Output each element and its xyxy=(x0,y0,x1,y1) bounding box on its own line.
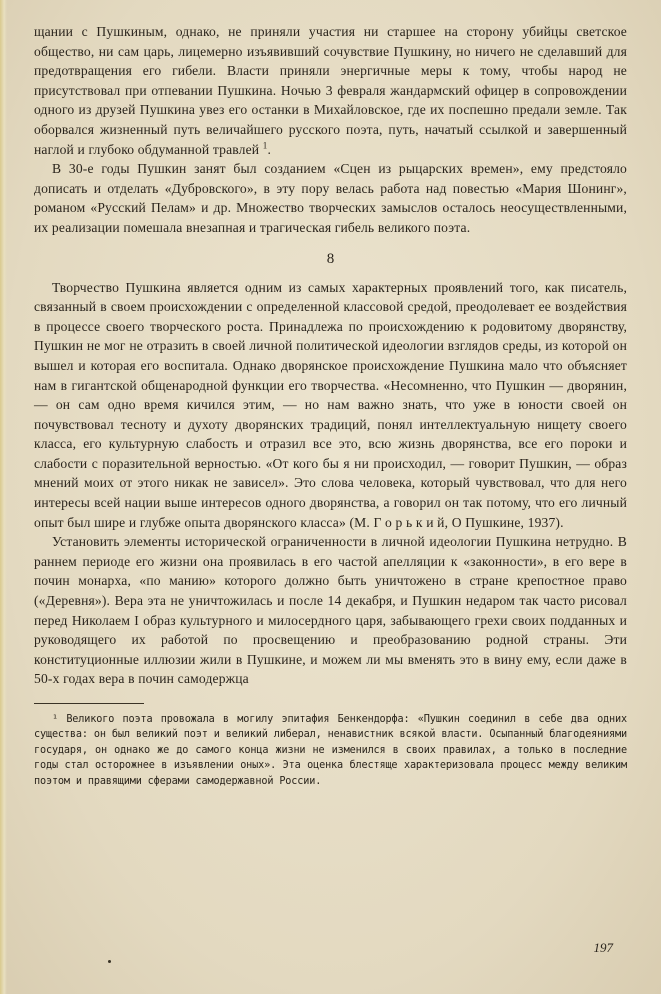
main-text-bottom xyxy=(34,278,627,689)
footnote-marker[interactable]: 1 xyxy=(262,140,268,151)
paragraph-continuation: щании с Пушкиным, однако, не приняли участия ни старшее на сторону убийцы светское общество, ни сам царь, лицемерно изъявивший сочувствие Пушкину, но ничего не сделавший для предотвращения его гибели. Власти приняли энергичные меры к тому, чтобы народ не присутствовал при отпевании Пушкина. Ночью 3 февраля жандармский офицер в сопровождении одного из друзей Пушкина увез его останки в Михайловское, где их поспешно предали земле. Так оборвался жизненный путь величайшего русского поэта, путь, начатый ссылкой и завершенный наглой и глубоко обдуманной травлей $^1$. xyxy=(34,24,627,157)
section-number: 8 xyxy=(326,250,335,267)
footnote: ¹ Великого поэта провожала в могилу эпитафия Бенкендорфа: «Пушкин соединил в себе два одних существа: он был великий поэт и великий либерал, ненавистник всякой власти. Осыпанный благодеяниями государя, он однако же до самого конца жизни не изменился в своих правилах, а только в последние годы стал осторожнее в изъявлении оных». Эта оценка блестяще характеризовала процесс между великим поэтом и правящими сферами самодержавной России. xyxy=(34,714,627,787)
paragraph-text: щании с Пушкиным, однако, не приняли участия ни старшее на сторону убийцы светское общество, ни сам царь, лицемерно изъявивший сочувствие Пушкину, но ничего не сделавший для предотвращения его гибели. Власти приняли энергичные меры к тому, чтобы народ не присутствовал при отпевании Пушкина. Ночью 3 февраля жандармский офицер в сопровождении одного из друзей Пушкина увез его останки в Михайловское, где их поспешно предали земле. Так оборвался жизненный путь величайшего русского поэта, путь, начатый ссылкой и завершенный наглой и глубоко обдуманной травлей xyxy=(34,24,627,157)
paragraph: Творчество Пушкина является одним из самых характерных проявлений того, как писатель, связанный в своем происхождении с определенной классовой средой, преодолевает ее воздействия в процессе своего творческого роста. Принадлежа по происхождению к родовитому дворянству, Пушкин не мог не отразить в своей личной политической идеологии взглядов среды, из которой он вышел и которая его воспитала. Однако дворянское происхождение Пушкина мало что объясняет нам в гигантской общенародной функции его творчества. «Несомненно, что Пушкин — дворянин, — он сам одно время кичился этим, — но нам важно знать, что уже в юности своей он почувствовал тесноту и духоту дворянских традиций, понял интеллектуальную нищету своего класса, его культурную слабость и отразил все это, всю жизнь дворянства, все его пороки и слабости с поразительной верностью. «От кого бы я ни происходил, — говорит Пушкин, — образ мнений моих от этого никак не зависел». Это слова человека, который чувствовал, что для него интересы всей нации выше интересов одного дворянства, а говорил он так потому, что его личный опыт был шире и глубже опыта дворянского класса» (М. Г о р ь к и й, О Пушкине, 1937). xyxy=(34,279,627,530)
paragraph: В 30-е годы Пушкин занят был созданием «Сцен из рыцарских времен», ему предстояло дописать и отделать «Дубровского», в эту пору велась работа над повестью «Мария Шонинг», романом «Русский Пелам» и др. Множество творческих замыслов осталось неосуществленными, их реализации помешала внезапная и трагическая гибель великого поэта. xyxy=(34,161,627,235)
main-text-top xyxy=(34,22,627,238)
footnote-divider xyxy=(34,703,144,704)
page-gutter xyxy=(0,0,7,994)
paragraph: Установить элементы исторической ограниченности в личной идеологии Пушкина нетрудно. В раннем периоде его жизни она проявилась в его частой апелляции к «законности», в его вере в почин монарха, «по манию» которого должно быть уничтожено в стране крепостное право («Деревня»). Вера эта не уничтожилась и после 14 декабря, и Пушкин недаром так часто рисовал перед Николаем I образ культурного и милосердного царя, забывающего грехи своих подданных и руководящего их работой по просвещению и преобразованию родной страны. Эти конституционные иллюзии жили в Пушкине, и можем ли мы вменять это в вину ему, если даже в 50-х годах вера в почин самодержца xyxy=(34,534,627,687)
print-speck xyxy=(108,960,111,963)
page-number: 197 xyxy=(593,940,613,955)
